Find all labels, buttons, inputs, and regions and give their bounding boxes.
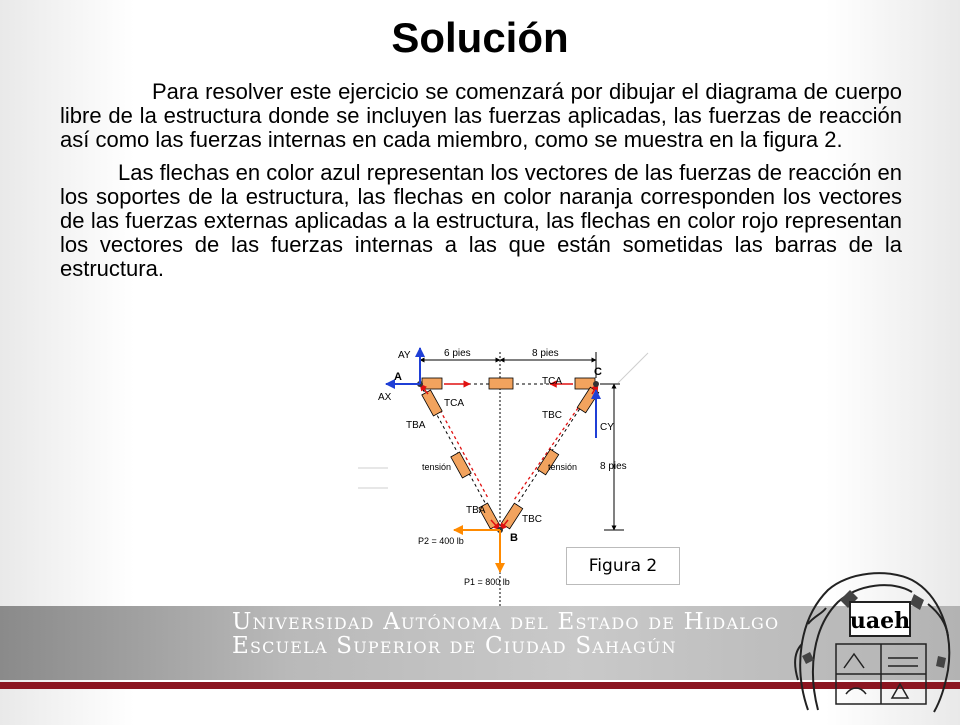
label-tension-left: tensión [422,462,452,472]
school-name: Escuela Superior de Ciudad Sahagún [232,633,677,659]
member-ab-top [422,390,442,416]
joint-c [593,381,599,387]
label-tba-left: TBA [406,420,426,431]
university-name: Universidad Autónoma del Estado de Hidalgo [232,609,780,635]
member-ac-center [489,378,513,389]
label-tbc-right: TBC [542,410,562,421]
paragraph-arrows: Las flechas en color azul representan los vectores de las fuerzas de reacción en los soportes de la estructura, las flechas en color naranja corresponden los vectores de las fuerzas externas aplicadas a la estructura, las flechas en color rojo representan los vectores de las fuerzas internas a las que están sometidas las barras de la estructura. [60,160,902,281]
university-seal-logo [788,560,960,720]
label-ax: AX [378,392,392,403]
label-tca-left: TCA [444,398,464,409]
member-ac-left [422,378,442,389]
member-ac-right [575,378,595,389]
body-text [60,80,902,290]
dim-6-label: 6 pies [444,348,471,359]
dim-8-vertical-label: 8 pies [600,461,627,472]
label-p1: P1 = 800 lb [464,577,510,587]
paragraph-intro: Para resolver este ejercicio se comenzará por dibujar el diagrama de cuerpo libre de la estructura donde se incluyen las fuerzas aplicadas, las fuerzas de reacción así como las fuerzas internas en cada miembro, como se muestra en la figura 2. [60,79,902,152]
label-tca-right: TCA [542,376,562,387]
dim-8-label: 8 pies [532,348,559,359]
label-ay: AY [398,350,411,361]
label-tension-right: tensión [548,462,578,472]
label-c: C [594,366,602,378]
label-b: B [510,532,518,544]
figure-caption: Figura 2 [566,547,680,585]
label-tbc-bottom: TBC [522,514,542,525]
label-p2: P2 = 400 lb [418,536,464,546]
label-cy: CY [600,422,614,433]
label-a: A [394,371,402,383]
label-tba-bottom: TBA [466,505,486,516]
member-ab-mid [451,452,471,478]
svg-text:uaeh: uaeh [849,608,911,634]
slide-title: Solución [391,14,569,61]
